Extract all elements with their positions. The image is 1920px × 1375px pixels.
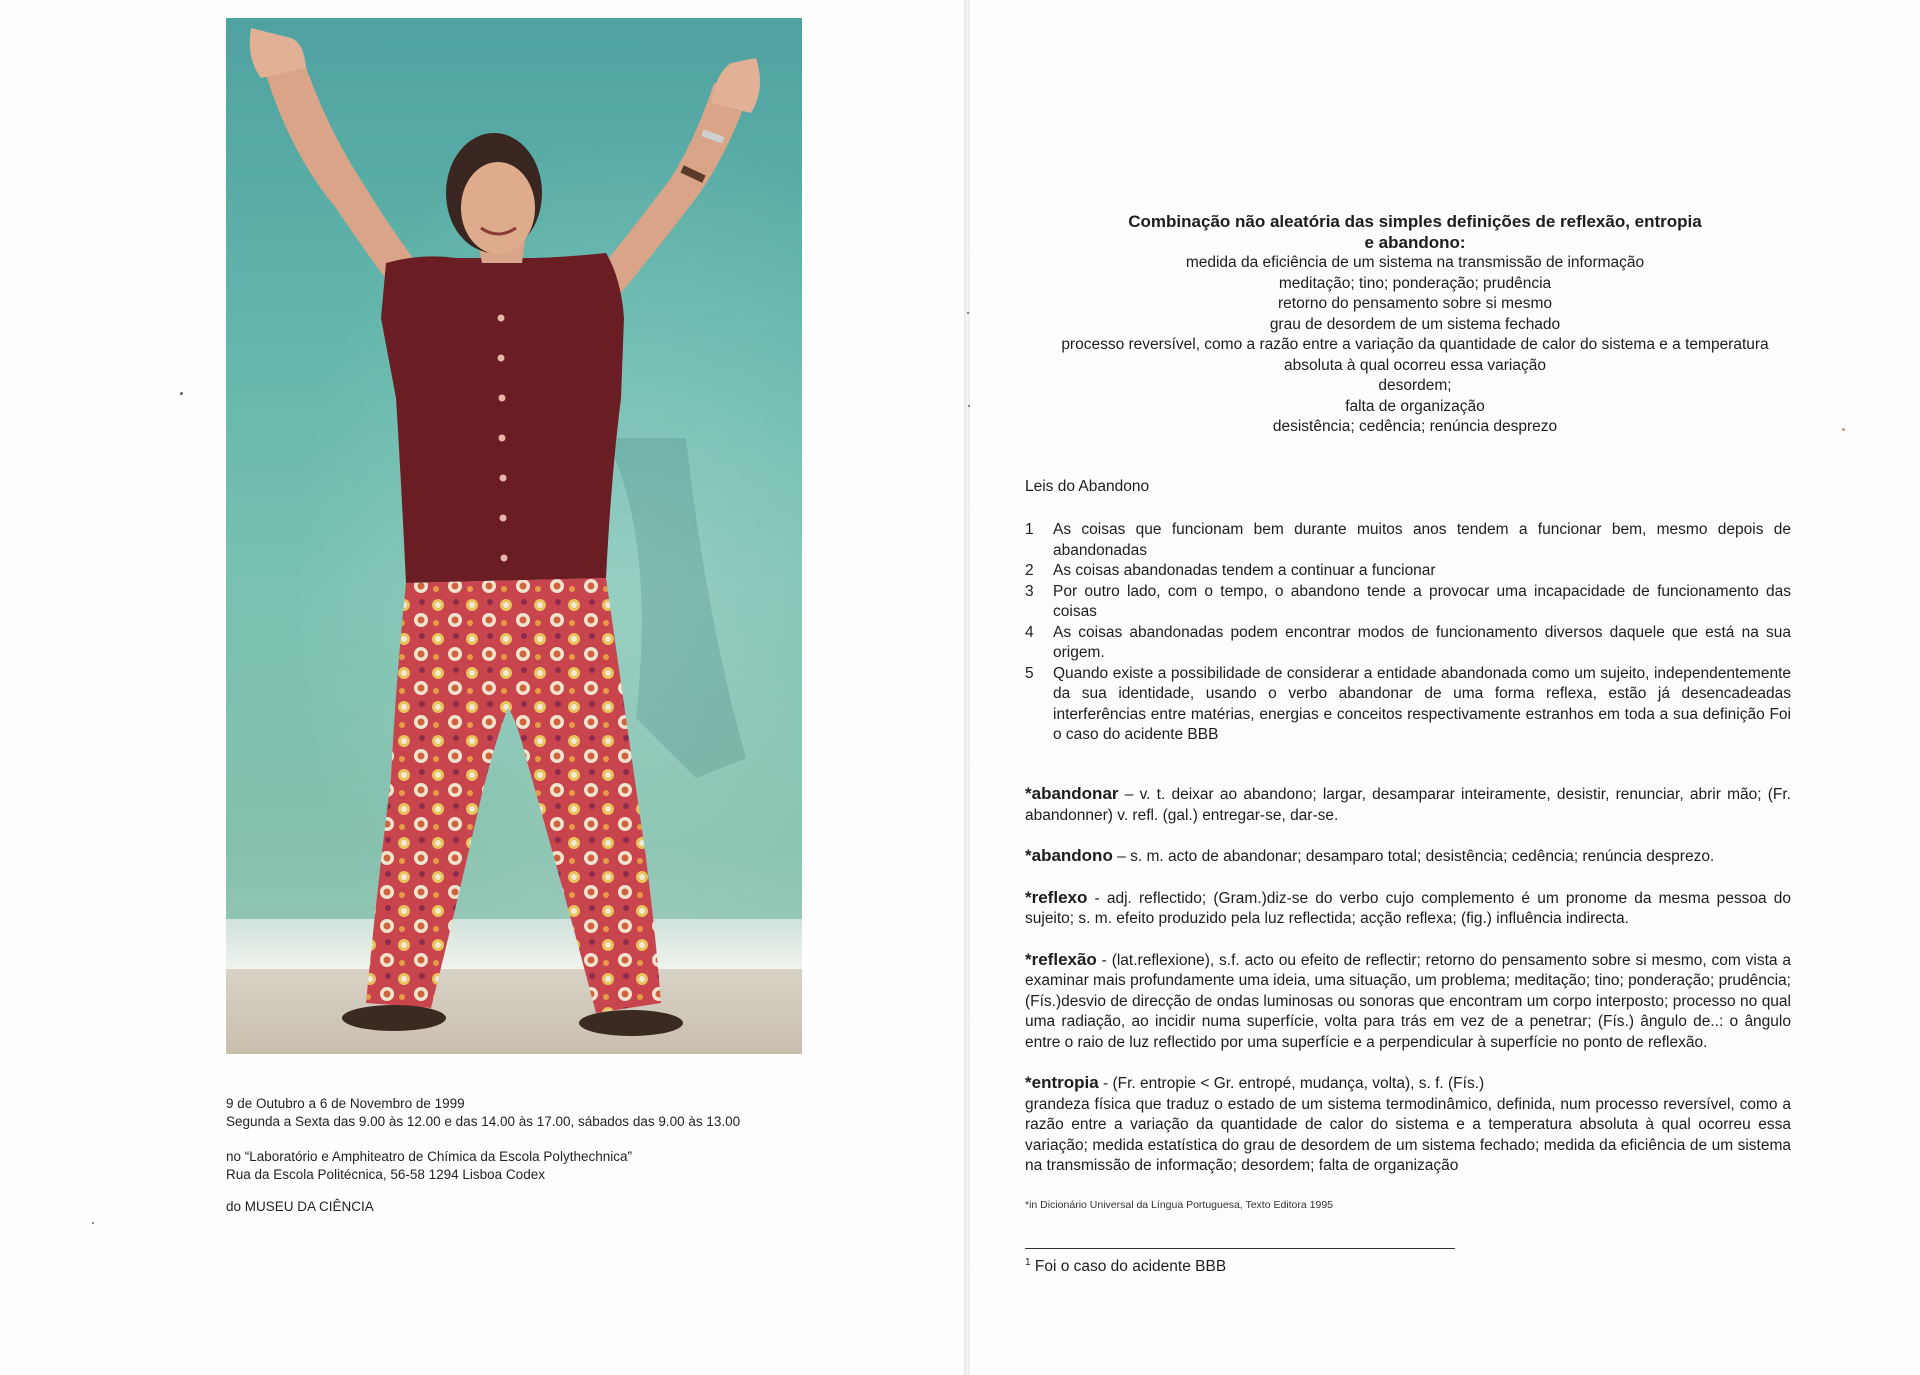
definition-reflexao: [1025, 950, 1791, 1054]
combination-line: retorno do pensamento sobre si mesmo: [1278, 295, 1552, 312]
law-text: Quando existe a possibilidade de considerar a entidade abandonada como um sujeito, independentemente da sua identidade, usando o verbo abandonar de uma forma reflexa, estão já desencadeadas interferências entre matérias, energias e conceitos respectivamente estranhos em toda a sua definição Foi o caso do acidente BBB: [1053, 664, 1791, 743]
paper-speck: [968, 405, 970, 407]
definition-abandonar: [1025, 784, 1791, 826]
laws-title: Leis do Abandono: [1025, 478, 1150, 495]
definition-text: - (lat.reflexione), s.f. acto ou efeito de reflectir; retorno do pensamento sobre si mesmo, com vista a examinar mais profundamente uma ideia, uma situação, um problema; meditação; tino; ponderação; prudência; (Fís.)desvio de direcção de ondas luminosas ou sonoras que encontram um corpo interposto; processo no qual uma radiação, ao incidir numa superfície, volta para trás em vez de a penetrar; (Fís.) ângulo de..: o ângulo entre o raio de luz reflectido por uma superfície e a perpendicular à superfície no ponto de reflexão.: [1025, 951, 1791, 1051]
exhibition-dates: 9 de Outubro a 6 de Novembro de 1999: [226, 1096, 465, 1111]
dictionary-definitions: [1025, 784, 1791, 1177]
law-item: [1025, 520, 1791, 561]
combination-line: desistência; cedência; renúncia desprezo: [1272, 418, 1558, 435]
definition-term: *reflexão: [1025, 949, 1097, 969]
address: Rua da Escola Politécnica, 56-58 1294 Lisboa Codex: [226, 1167, 545, 1182]
combination-title-line-1: Combinação não aleatória das simples definições de reflexão, entropia: [1128, 212, 1702, 231]
paper-speck: [1842, 428, 1845, 431]
definition-text: grandeza física que traduz o estado de um sistema termodinâmico, definida, num processo reversível, como a razão entre a variação da quantidade de calor do sistema e a temperatura absoluta à qual ocorreu essa variação; medida estatística do grau de desordem de um sistema fechado; medida da eficiência de um sistema na transmissão de informação; desordem; falta de organização: [1025, 1095, 1791, 1174]
exhibition-photo: [226, 18, 802, 1054]
definition-term: *entropia: [1025, 1073, 1099, 1092]
paper-speck: [967, 312, 969, 314]
law-item: [1025, 623, 1791, 664]
definition-term: *abandonar: [1025, 784, 1119, 803]
law-number: 3: [1025, 582, 1034, 600]
law-number: 5: [1025, 664, 1034, 682]
law-text: As coisas abandonadas podem encontrar modos de funcionamento diversos daquele que está na sua origem.: [1053, 623, 1791, 661]
footnote-mark: 1: [1025, 1257, 1031, 1268]
woman-figure: [226, 18, 802, 1054]
law-text: As coisas abandonadas tendem a continuar a funcionar: [1053, 562, 1436, 579]
laws-list: [1025, 520, 1791, 746]
opening-hours: Segunda a Sexta das 9.00 às 12.00 e das 14.00 às 17.00, sábados das 9.00 às 13.00: [226, 1114, 741, 1129]
law-item: [1025, 582, 1791, 623]
combination-line: falta de organização: [1345, 397, 1485, 415]
combination-title-line-2: e abandono:: [1364, 232, 1466, 252]
definition-entropia: [1025, 1073, 1791, 1177]
paper-speck: [92, 1222, 94, 1224]
footnote: [1025, 1257, 1226, 1276]
law-text: As coisas que funcionam bem durante muitos anos tendem a funcionar bem, mesmo depois de abandonadas: [1053, 521, 1791, 559]
combination-line: grau de desordem de um sistema fechado: [1269, 315, 1561, 333]
law-text: Por outro lado, com o tempo, o abandono tende a provocar uma incapacidade de funcionamento das coisas: [1053, 582, 1791, 620]
definitions-combination: [1000, 212, 1830, 438]
definition-term: *reflexo: [1025, 887, 1088, 907]
definition-text: – v. t. deixar ao abandono; largar, desamparar inteiramente, desistir, renunciar, abrir mão; (Fr. abandonner) v. refl. (gal.) entregar-se, dar-se.: [1025, 786, 1791, 824]
law-number: 4: [1025, 623, 1034, 641]
combination-line: medida da eficiência de um sistema na transmissão de informação: [1185, 254, 1645, 271]
footnote-rule: [1025, 1248, 1455, 1249]
law-item: [1025, 664, 1791, 746]
combination-line: absoluta à qual ocorreu essa variação: [1284, 356, 1546, 374]
law-item: [1025, 561, 1791, 582]
combination-line: processo reversível, como a razão entre a variação da quantidade de calor do sistema e a temperatura: [1061, 336, 1769, 353]
definition-abandono: [1025, 846, 1791, 868]
definition-term: *abandono: [1025, 846, 1113, 865]
combination-line: meditação; tino; ponderação; prudência: [1278, 274, 1552, 292]
definition-reflexo: [1025, 888, 1791, 930]
definition-text: – s. m. acto de abandonar; desamparo total; desistência; cedência; renúncia desprezo.: [1112, 848, 1715, 865]
venue: no “Laboratório e Amphiteatro de Chímica da Escola Polythechnica”: [226, 1149, 632, 1164]
combination-line: desordem;: [1378, 377, 1452, 394]
source-note: *in Dicionário Universal da Língua Portuguesa, Texto Editora 1995: [1025, 1199, 1333, 1211]
definition-text: - adj. reflectido; (Gram.)diz-se do verbo cujo complemento é um pronome da mesma pessoa do sujeito; s. m. efeito produzido pela luz reflectida; acção reflexa; (fig.) influência indirecta.: [1025, 889, 1791, 927]
definition-etymology: - (Fr. entropie < Gr. entropé, mudança, volta), s. f. (Fís.): [1098, 1075, 1485, 1092]
footnote-text: Foi o caso do acidente BBB: [1034, 1258, 1227, 1276]
law-number: 1: [1025, 521, 1034, 538]
law-number: 2: [1025, 562, 1034, 579]
paper-speck: [180, 392, 183, 395]
museum-name: do MUSEU DA CIÊNCIA: [226, 1199, 374, 1214]
